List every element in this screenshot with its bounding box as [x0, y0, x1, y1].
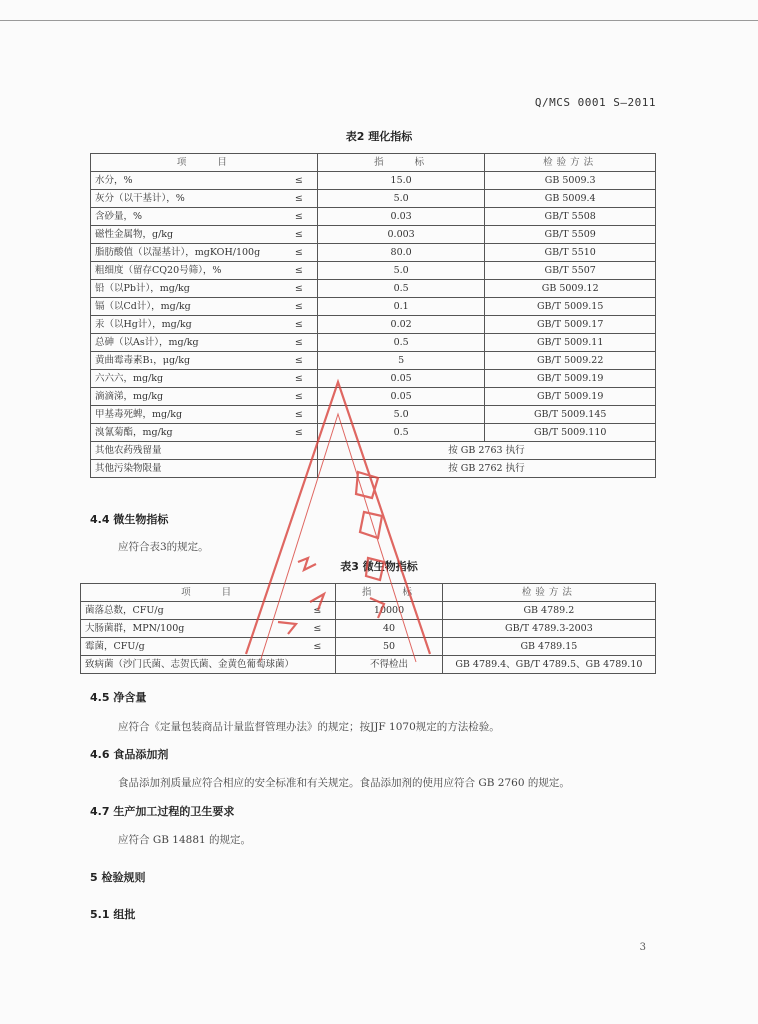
- table2-caption: 表2 理化指标: [345, 130, 413, 143]
- cell-value: 0.5: [317, 334, 485, 352]
- cell-item: 脂肪酸值（以湿基计），mgKOH/100g: [91, 244, 291, 262]
- page-top-border: [0, 20, 758, 21]
- section-5-heading: 5 检验规则: [90, 871, 146, 884]
- cell-value: 0.1: [317, 298, 485, 316]
- cell-method: GB/T 5009.145: [485, 406, 656, 424]
- cell-method: GB 4789.4、GB/T 4789.5、GB 4789.10: [442, 656, 655, 674]
- cell-item: 六六六，mg/kg: [91, 370, 291, 388]
- table-row: [91, 280, 656, 298]
- table-row: [91, 172, 656, 190]
- table-row: [91, 334, 656, 352]
- cell-method: GB/T 5009.19: [485, 370, 656, 388]
- cell-value: 80.0: [317, 244, 485, 262]
- cell-sign: ≤: [290, 352, 317, 370]
- cell-item: 铅（以Pb计），mg/kg: [91, 280, 291, 298]
- section-4-5-text: 应符合《定量包装商品计量监督管理办法》的规定；按JJF 1070规定的方法检验。: [118, 721, 500, 733]
- table-row: [91, 316, 656, 334]
- cell-method: GB/T 5009.17: [485, 316, 656, 334]
- cell-sign: ≤: [290, 388, 317, 406]
- table-row: [91, 226, 656, 244]
- cell-sign: ≤: [290, 208, 317, 226]
- cell-item: 粗细度（留存CQ20号筛），%: [91, 262, 291, 280]
- cell-sign: ≤: [290, 298, 317, 316]
- cell-sign: ≤: [290, 424, 317, 442]
- cell-value: 50: [336, 638, 442, 656]
- cell-item: 菌落总数，CFU/g: [81, 602, 310, 620]
- section-4-4-text: 应符合表3的规定。: [118, 541, 209, 553]
- cell-sign: ≤: [290, 262, 317, 280]
- cell-item: 霉菌，CFU/g: [81, 638, 310, 656]
- cell-method: GB 5009.4: [485, 190, 656, 208]
- cell-sign: ≤: [290, 316, 317, 334]
- cell-method: GB/T 5507: [485, 262, 656, 280]
- cell-sign: ≤: [290, 334, 317, 352]
- table-row: [91, 244, 656, 262]
- cell-method: GB/T 4789.3-2003: [442, 620, 655, 638]
- cell-method: GB/T 5009.110: [485, 424, 656, 442]
- cell-method: GB/T 5009.15: [485, 298, 656, 316]
- cell-method: GB/T 5508: [485, 208, 656, 226]
- table-header-row: [91, 154, 656, 172]
- cell-value: 0.02: [317, 316, 485, 334]
- header-item: 项 目: [91, 154, 318, 172]
- cell-sign: ≤: [290, 226, 317, 244]
- cell-method: GB 4789.2: [442, 602, 655, 620]
- section-4-6-heading: 4.6 食品添加剂: [90, 748, 169, 761]
- section-4-4-heading: 4.4 微生物指标: [90, 513, 169, 526]
- seal-outline: [246, 382, 430, 654]
- cell-value: 40: [336, 620, 442, 638]
- cell-value: 5.0: [317, 262, 485, 280]
- cell-value: 0.003: [317, 226, 485, 244]
- header-method: 检验方法: [485, 154, 656, 172]
- cell-method: GB 5009.12: [485, 280, 656, 298]
- cell-sign: ≤: [290, 190, 317, 208]
- cell-sign: ≤: [290, 370, 317, 388]
- header-index: 指 标: [317, 154, 485, 172]
- header-method: 检验方法: [442, 584, 655, 602]
- cell-item: 滴滴涕，mg/kg: [91, 388, 291, 406]
- cell-item: 致病菌（沙门氏菌、志贺氏菌、金黄色葡萄球菌）: [81, 656, 310, 674]
- cell-method: GB 4789.15: [442, 638, 655, 656]
- cell-span-text: 按 GB 2762 执行: [317, 460, 655, 478]
- cell-method: GB 5009.3: [485, 172, 656, 190]
- table-row: [91, 208, 656, 226]
- standard-number: Q/MCS 0001 S—2011: [534, 96, 656, 109]
- seal-inner-outline: [260, 414, 416, 662]
- cell-item: 水分，%: [91, 172, 291, 190]
- seal-strokes: [278, 558, 324, 634]
- cell-item: 总砷（以As计），mg/kg: [91, 334, 291, 352]
- cell-item: 甲基毒死蜱，mg/kg: [91, 406, 291, 424]
- cell-value: 5: [317, 352, 485, 370]
- cell-method: GB/T 5510: [485, 244, 656, 262]
- official-seal: [238, 362, 438, 682]
- cell-item: 黄曲霉毒素B₁，μg/kg: [91, 352, 291, 370]
- cell-item: 磁性金属物，g/kg: [91, 226, 291, 244]
- cell-sign: ≤: [290, 280, 317, 298]
- cell-item: 含砂量，%: [91, 208, 291, 226]
- table-row: [91, 190, 656, 208]
- cell-item: 其他污染物限量: [91, 460, 318, 478]
- cell-sign: ≤: [290, 244, 317, 262]
- cell-value: 0.05: [317, 388, 485, 406]
- cell-method: GB/T 5009.19: [485, 388, 656, 406]
- cell-sign: ≤: [309, 602, 335, 620]
- table-row: [91, 262, 656, 280]
- seal-strokes-right: [356, 472, 384, 618]
- header-item: 项 目: [81, 584, 336, 602]
- cell-value: 5.0: [317, 190, 485, 208]
- cell-item: 灰分（以干基计），%: [91, 190, 291, 208]
- cell-sign: ≤: [309, 638, 335, 656]
- table3-caption: 表3 微生物指标: [340, 560, 418, 573]
- cell-sign: ≤: [290, 172, 317, 190]
- cell-value: 5.0: [317, 406, 485, 424]
- cell-item: 大肠菌群，MPN/100g: [81, 620, 310, 638]
- section-4-6-text: 食品添加剂质量应符合相应的安全标准和有关规定。食品添加剂的使用应符合 GB 2760 的规定。: [118, 777, 570, 789]
- cell-value: 0.05: [317, 370, 485, 388]
- header-index: 指 标: [336, 584, 442, 602]
- cell-method: GB/T 5009.11: [485, 334, 656, 352]
- cell-item: 镉（以Cd计），mg/kg: [91, 298, 291, 316]
- page-number: 3: [639, 942, 646, 953]
- cell-value: 10000: [336, 602, 442, 620]
- cell-sign: ≤: [309, 620, 335, 638]
- cell-method: GB/T 5009.22: [485, 352, 656, 370]
- cell-sign: ≤: [290, 406, 317, 424]
- cell-item: 汞（以Hg计），mg/kg: [91, 316, 291, 334]
- cell-value: 0.03: [317, 208, 485, 226]
- section-4-7-heading: 4.7 生产加工过程的卫生要求: [90, 805, 235, 818]
- cell-item: 溴氰菊酯，mg/kg: [91, 424, 291, 442]
- cell-item: 其他农药残留量: [91, 442, 318, 460]
- cell-value: 0.5: [317, 424, 485, 442]
- section-4-7-text: 应符合 GB 14881 的规定。: [118, 834, 252, 846]
- cell-value: 15.0: [317, 172, 485, 190]
- cell-value: 不得检出: [336, 656, 442, 674]
- section-4-5-heading: 4.5 净含量: [90, 691, 147, 704]
- cell-value: 0.5: [317, 280, 485, 298]
- cell-method: GB/T 5509: [485, 226, 656, 244]
- table-row: [91, 298, 656, 316]
- cell-span-text: 按 GB 2763 执行: [317, 442, 655, 460]
- section-5-1-heading: 5.1 组批: [90, 908, 136, 921]
